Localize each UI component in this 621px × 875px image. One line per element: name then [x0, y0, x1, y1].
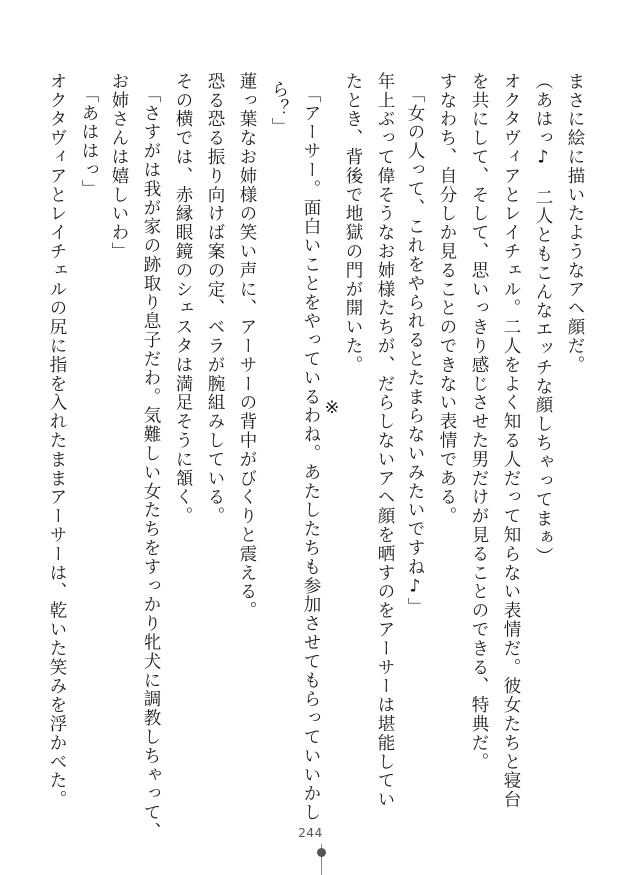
scene-break-mark: ※	[322, 398, 342, 420]
text-column: 年上ぶって偉そうなお姉様たちが、だらしないアヘ顔を晒すのをアーサーは堪能してい	[375, 72, 395, 810]
text-column: （あはっ♪ 二人ともこんなエッチな顔しちゃってまぁ）	[533, 72, 553, 566]
text-column: ら？」	[269, 80, 289, 137]
text-column: 「あははっ」	[79, 85, 99, 199]
text-column: を共にして、そして、思いっきり感じさせた男だけが見ることのできる、特典だ。	[469, 72, 489, 772]
text-column: 「さすがは我が家の跡取り息子だわ。気難しい女たちをすっかり牝犬に調教しちゃって、	[141, 85, 161, 841]
text-column: その横では、赤縁眼鏡のシェスタは満足そうに頷く。	[173, 72, 193, 526]
text-column: 恐る恐る振り向けば案の定、ベラが腕組みしている。	[205, 72, 225, 526]
text-column: まさに絵に描いたようなアヘ顔だ。	[565, 72, 585, 375]
text-column: オクタヴィアとレイチェル。二人をよく知る人だって知らない表情だ。彼女たちと寝台	[501, 72, 521, 810]
text-column: すなわち、自分しか見ることのできない表情である。	[437, 72, 457, 526]
text-column: たとき、背後で地獄の門が開いた。	[343, 72, 363, 375]
text-column: 蓮っ葉なお姉様の笑い声に、アーサーの背中がびくりと震える。	[237, 72, 257, 621]
text-column: お姉さんは嬉しいわ」	[109, 72, 129, 261]
text-column: 「女の人って、これをやられるとたまらないみたいですね♪」	[405, 85, 425, 617]
page-marker-dot	[317, 848, 326, 857]
page-number: 244	[298, 826, 323, 840]
text-column: オクタヴィアとレイチェルの尻に指を入れたままアーサーは、乾いた笑みを浮かべた。	[47, 72, 67, 810]
text-column: 「アーサー。面白いことをやっているわね。あたしたちも参加させてもらっていいかし	[301, 85, 321, 823]
